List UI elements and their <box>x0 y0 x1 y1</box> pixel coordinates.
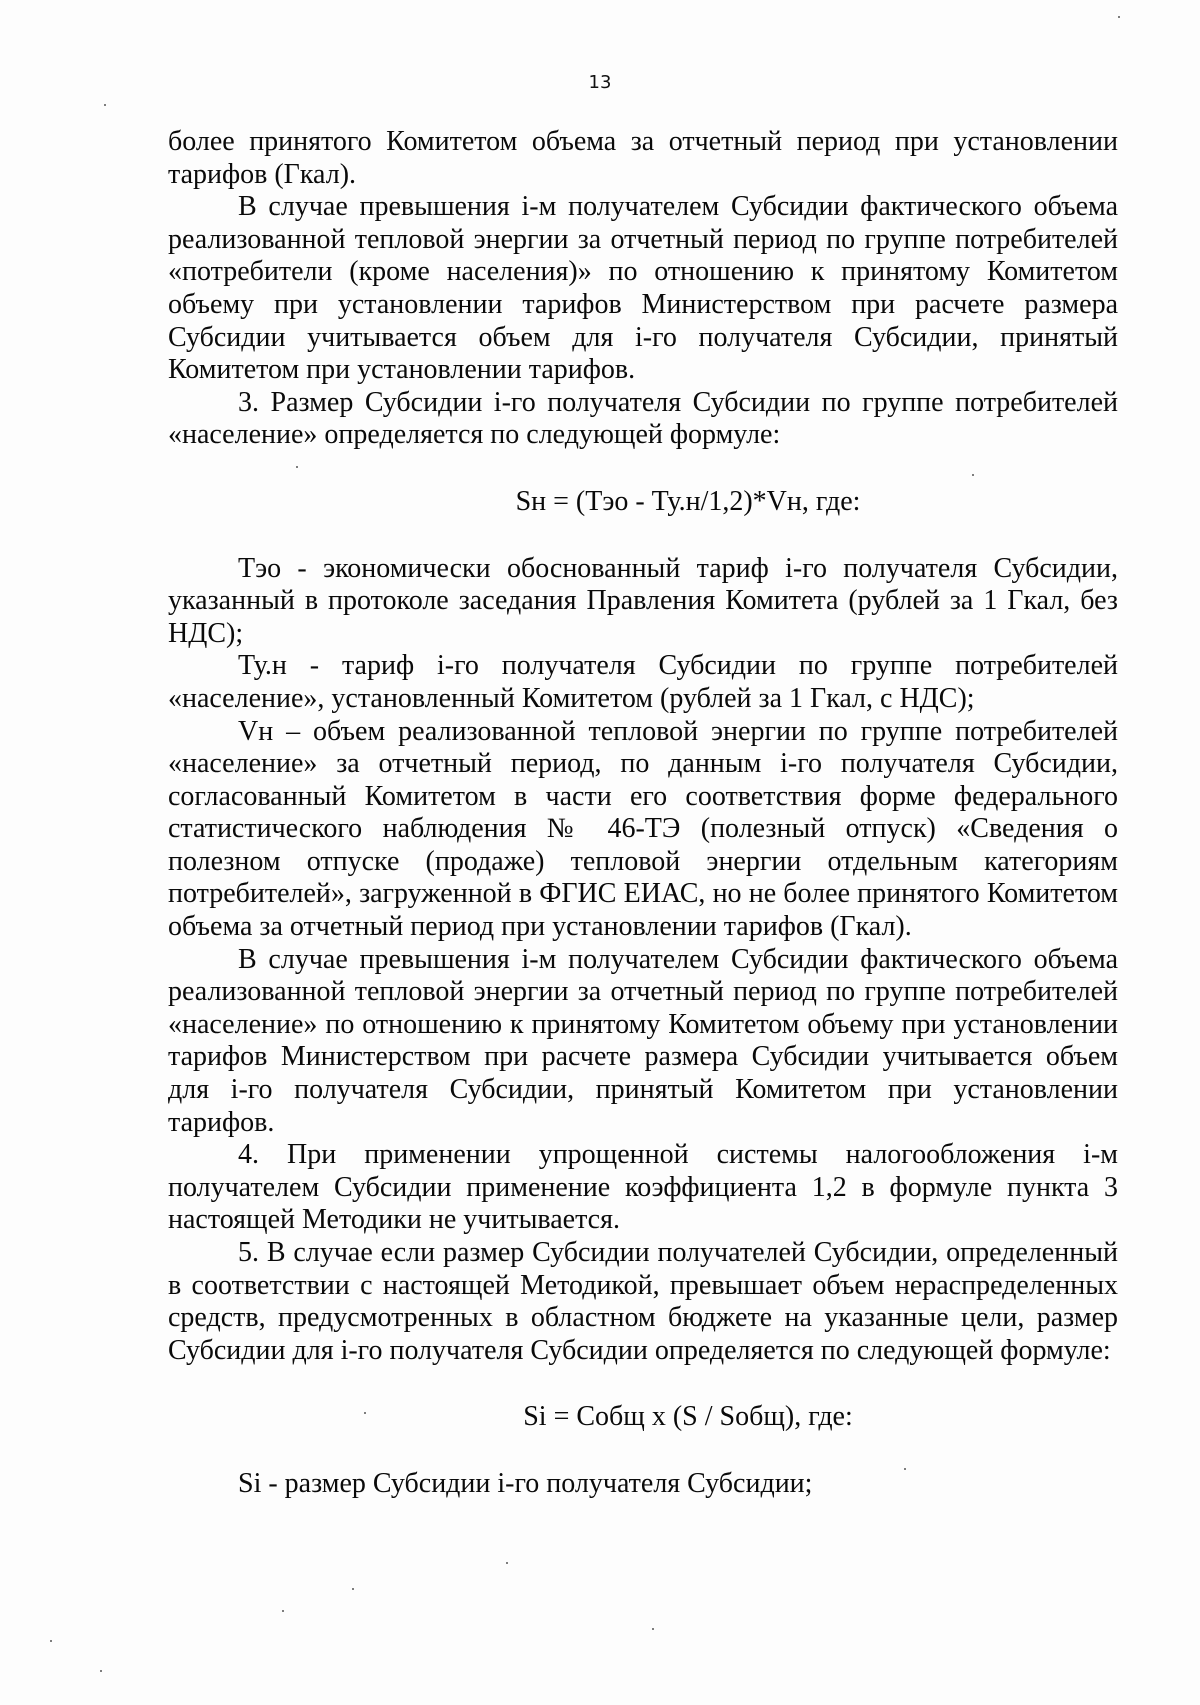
definition-teo: Тэо - экономически обоснованный тариф i-го получателя Субсидии, указанный в протоколе заседания Правления Комитета (рублей за 1 Гкал, без НДС); <box>168 552 1118 649</box>
scan-speck <box>352 1588 354 1590</box>
scan-speck <box>50 1640 52 1642</box>
scan-speck <box>104 104 106 106</box>
definition-si: Si - размер Субсидии i-го получателя Субсидии; <box>238 1467 813 1499</box>
scan-speck <box>506 1562 508 1564</box>
definition-vn: Vн – объем реализованной тепловой энергии по группе потребителей «население» за отчетный период, по данным i-го получателя Субсидии, согласованный Комитетом в части его соответствия форме федерального статистического наблюдения № 46-ТЭ (полезный отпуск) «Сведения о полезном отпуске (продаже) тепловой энергии отдельным категориям потребителей», загруженной в ФГИС ЕИАС, но не более принятого Комитетом объема за отчетный период при установлении тарифов (Гкал). <box>168 715 1118 943</box>
definition-tun: Ту.н - тариф i-го получателя Субсидии по группе потребителей «население», установленный Комитетом (рублей за 1 Гкал, с НДС); <box>168 650 1118 714</box>
spacer <box>168 452 1118 486</box>
scan-speck <box>282 1610 284 1612</box>
scan-speck <box>1118 16 1120 18</box>
paragraph-excess-non-population: В случае превышения i-м получателем Субсидии фактического объема реализованной тепловой энергии за отчетный период по группе потребителей «потребители (кроме населения)» по отношению к принятому Комитетом объему при установлении тарифов Министерством при расчете размера Субсидии учитывается объем для i-го получателя Субсидии, принятый Комитетом при установлении тарифов. <box>168 191 1118 386</box>
scan-speck <box>296 466 298 468</box>
document-body <box>168 126 1118 1501</box>
spacer <box>168 1367 1118 1401</box>
paragraph-item-5: 5. В случае если размер Субсидии получателей Субсидии, определенный в соответствии с настоящей Методикой, превышает объем нераспределенных средств, предусмотренных в областном бюджете на указанные цели, размер Субсидии для i-го получателя Субсидии определяется по следующей формуле: <box>168 1237 1118 1366</box>
paragraph-item-4: 4. При применении упрощенной системы налогообложения i-м получателем Субсидии применение коэффициента 1,2 в формуле пункта 3 настоящей Методики не учитывается. <box>168 1139 1118 1236</box>
formula-population-subsidy: Sн = (Тэо - Ту.н/1,2)*Vн, где: <box>515 485 861 517</box>
page-number: 13 <box>588 72 612 93</box>
scan-speck <box>972 474 974 476</box>
scan-speck <box>652 1628 654 1630</box>
paragraph-item-3: 3. Размер Субсидии i-го получателя Субсидии по группе потребителей «население» определяется по следующей формуле: <box>168 386 1118 451</box>
spacer <box>168 519 1118 553</box>
paragraph-continuation: более принятого Комитетом объема за отчетный период при установлении тарифов (Гкал). <box>168 126 1118 190</box>
scan-speck <box>100 1670 102 1672</box>
formula-proportional-subsidy: Si = Cобщ x (S / Sобщ), где: <box>523 1401 853 1433</box>
scan-speck <box>904 1468 906 1470</box>
scan-speck <box>364 1412 366 1414</box>
paragraph-excess-population: В случае превышения i-м получателем Субсидии фактического объема реализованной тепловой энергии за отчетный период по группе потребителей «население» по отношению к принятому Комитетом объему при установлении тарифов Министерством при расчете размера Субсидии учитывается объем для i-го получателя Субсидии, принятый Комитетом при установлении тарифов. <box>168 943 1118 1138</box>
spacer <box>168 1434 1118 1468</box>
